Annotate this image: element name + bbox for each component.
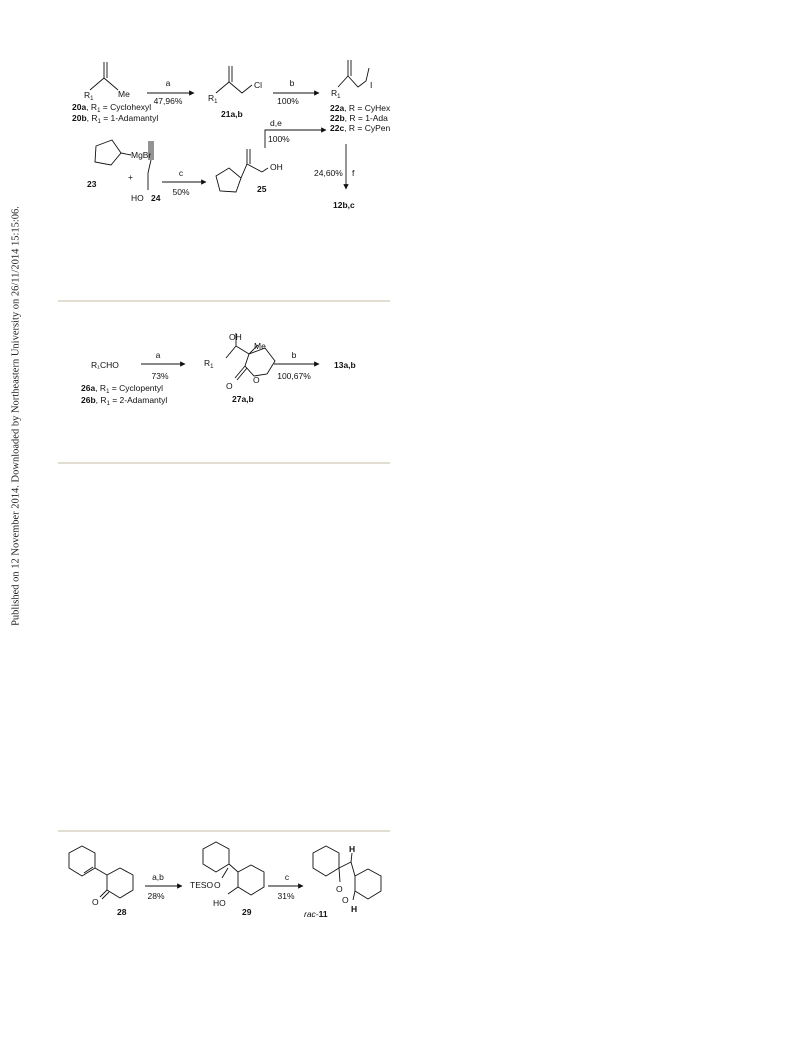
- h2-label: H: [351, 904, 358, 914]
- label-29: 29: [242, 907, 252, 917]
- yield-b-2: 100,67%: [277, 371, 311, 381]
- compound-28-structure: [69, 846, 133, 907]
- r1-label-21: $R_1$: [208, 93, 218, 105]
- step-b-2: b: [291, 350, 297, 360]
- desc-22c: 22c, R = CyPen: [330, 123, 391, 133]
- desc-22b: 22b, R = 1-Ada: [330, 113, 388, 123]
- step-b: b: [289, 78, 295, 88]
- step-ab-3: a,b: [152, 872, 164, 882]
- me-label-20: Me: [118, 89, 130, 99]
- compound-23-structure: [95, 140, 151, 165]
- cl-label: Cl: [254, 80, 263, 90]
- step-c: c: [178, 168, 184, 178]
- oh-label-27: OH: [229, 332, 242, 342]
- o1-label: O: [336, 884, 343, 894]
- desc-20b: 20b, $R_1$ = 1-Adamantyl: [72, 113, 159, 125]
- r1-label-27: $R_1$: [204, 358, 214, 370]
- yield-de: 100%: [268, 134, 290, 144]
- yield-a-2: 73%: [151, 371, 169, 381]
- step-de: d,e: [270, 118, 282, 128]
- h1-label: H: [349, 844, 356, 854]
- label-25: 25: [257, 184, 267, 194]
- label-27ab: 27a,b: [232, 394, 254, 404]
- o-ring-27: O: [253, 375, 260, 385]
- compound-21-structure: [208, 66, 262, 105]
- r1-label-22: $R_1$: [331, 88, 341, 100]
- ho-label-29: HO: [213, 898, 226, 908]
- yield-c-3: 31%: [277, 891, 295, 901]
- o-peroxy-29: O: [214, 880, 221, 890]
- label-24: 24: [151, 193, 161, 203]
- publication-note: Published on 12 November 2014. Downloaded by Northeastern University on 26/11/2014 15:15:06.: [10, 206, 22, 626]
- ho-label-24: HO: [131, 193, 144, 203]
- compound-22-structure: [331, 60, 372, 100]
- i-label: I: [370, 80, 373, 90]
- label-12bc: 12b,c: [333, 200, 355, 210]
- label-rac-11: rac-11: [304, 909, 328, 919]
- scheme-3: [69, 842, 381, 919]
- desc-22a: 22a, R = CyHex: [330, 103, 391, 113]
- scheme-1: [72, 60, 391, 210]
- teso-label: TESO: [190, 880, 214, 890]
- mgbr-label: MgBr: [131, 150, 152, 160]
- r1-label-20: $R_1$: [84, 90, 94, 102]
- label-28: 28: [117, 907, 127, 917]
- compound-27-structure: [204, 332, 275, 391]
- oh-label-25: OH: [270, 162, 283, 172]
- step-a: a: [165, 78, 171, 88]
- desc-26b: 26b, $R_1$ = 2-Adamantyl: [81, 395, 168, 407]
- step-c-3: c: [284, 872, 290, 882]
- label-21ab: 21a,b: [221, 109, 243, 119]
- o-carbonyl-27: O: [226, 381, 233, 391]
- compound-20-structure: [84, 62, 130, 102]
- desc-20a: 20a, $R_1$ = Cyclohexyl: [72, 102, 152, 114]
- label-13ab: 13a,b: [334, 360, 356, 370]
- compound-11-structure: [313, 844, 381, 914]
- yield-b: 100%: [277, 96, 299, 106]
- o-ketone-28: O: [92, 897, 99, 907]
- desc-26a: 26a, $R_1$ = Cyclopentyl: [81, 383, 164, 395]
- scheme-2: [81, 332, 356, 407]
- yield-c: 50%: [172, 187, 190, 197]
- yield-ab-3: 28%: [147, 891, 165, 901]
- r1cho-label: R₁CHO: [91, 360, 119, 370]
- step-f: f: [352, 168, 355, 178]
- compound-29-structure: [190, 842, 264, 908]
- me-label-27: Me: [254, 341, 266, 351]
- o2-label: O: [342, 895, 349, 905]
- step-a-2: a: [155, 350, 161, 360]
- label-23: 23: [87, 179, 97, 189]
- plus-sign: +: [128, 172, 133, 182]
- compound-25-structure: [216, 149, 283, 192]
- yield-a: 47,96%: [153, 96, 183, 106]
- yield-f: 24,60%: [314, 168, 343, 178]
